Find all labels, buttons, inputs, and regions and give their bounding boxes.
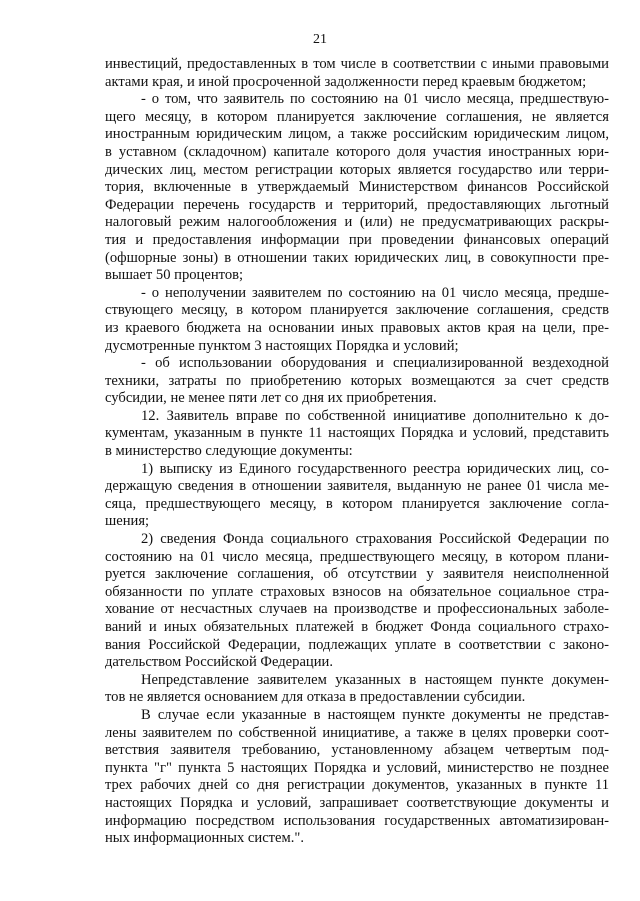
text-line: информацию посредством использования государственных автоматизирован- [105,812,609,829]
text-line: субсидии, не менее пяти лет со дня их приобретения. [105,390,437,407]
text-line: тов не является основанием для отказа в предоставлении субсидии. [105,689,526,706]
document-body [105,56,609,848]
text-line: настоящих Порядка и условий, запрашивает соответствующие документы и [105,794,609,811]
text-line: пункта "г" пункта 5 настоящих Порядка и условий, министерство не позднее [105,759,609,776]
text-line: (офшорные зоны) в отношении таких юридических лиц, в совокупности пре- [105,249,609,266]
text-line: из краевого бюджета на основании иных правовых актов края на цели, пре- [105,319,609,336]
text-line: техники, затраты по приобретению которых возмещаются за счет средств [105,372,609,389]
text-line: ваний и иных обязательных платежей в бюджет Фонда социального страхо- [105,619,609,635]
text-line: инвестиций, предоставленных в том числе в соответствии с иными правовыми [105,56,609,72]
text-line: вышает 50 процентов; [105,267,244,284]
text-line: 1) выписку из Единого государственного реестра юридических лиц, со- [141,460,609,477]
text-line: в уставном (складочном) капитале которого доля участия иностранных юри- [105,143,609,160]
text-line: лены заявителем по собственной инициативе, а также в целях проверки соот- [105,724,609,741]
text-line: Непредставление заявителем указанных в настоящем пункте докумен- [141,671,609,688]
text-line: ствующего месяцу, в котором планируется заключение соглашения, средств [105,302,609,319]
text-line: дусмотренные пунктом 3 настоящих Порядка и условий; [105,337,459,354]
text-line: - об использовании оборудования и специализированной вездеходной [141,355,609,372]
text-line: состоянию на 01 число месяца, предшествующего месяцу, в котором плани- [105,548,609,565]
text-line: обязанности по уплате страховых взносов на обязательное социальное стра- [105,583,609,600]
text-line: держащую сведения в отношении заявителя, выданную не ранее 01 числа ме- [105,478,609,495]
text-line: щего месяцу, в котором планируется заключение соглашения, не является [105,108,609,125]
text-line: - о том, что заявитель по состоянию на 01 число месяца, предшествую- [141,91,609,108]
text-line: иностранным юридическим лицом, а также российским юридическим лицом, [105,126,609,143]
text-line: тия и предоставления информации при проведении финансовых операций [105,231,609,248]
text-line: дательством Российской Федерации. [105,654,334,671]
text-line: ветствия заявителя требованию, установленному абзацем четвертым под- [105,742,609,759]
text-line: 2) сведения Фонда социального страхования Российской Федерации по [141,531,609,548]
text-line: 12. Заявитель вправе по собственной инициативе дополнительно к до- [141,407,609,424]
text-line: В случае если указанные в настоящем пункте документы не представ- [141,706,609,723]
text-line: ных информационных систем.". [105,830,305,847]
text-line: - о неполучении заявителем по состоянию на 01 число месяца, предше- [141,284,609,301]
text-line: шения; [105,513,150,530]
text-line: актами края, и иной просроченной задолженности перед краевым бюджетом; [105,73,587,90]
text-line: кументам, указанным в пункте 11 настоящих Порядка и условий, представить [105,425,609,442]
page-number: 21 [313,32,327,47]
text-line: тория, включенные в утверждаемый Министерством финансов Российской [105,179,609,196]
text-line: сяца, предшествующего месяцу, в котором планируется заключение согла- [105,495,609,512]
text-line: налоговый режим налогообложения и (или) не предусматривающих раскры- [105,214,609,231]
text-line: трех рабочих дней со дня регистрации документов, указанных в пункте 11 [105,777,609,794]
text-line: вания Российской Федерации, подлежащих уплате в соответствии с законо- [105,636,609,653]
text-line: в министерство следующие документы: [105,443,353,460]
text-line: дических лиц, местом регистрации которых является государство или терри- [105,161,609,178]
text-line: руется заключение соглашения, об отсутствии у заявителя неисполненной [105,566,609,583]
text-line: хование от несчастных случаев на производстве и профессиональных заболе- [105,601,609,618]
text-line: Федерации перечень государств и территорий, предоставляющих льготный [105,196,609,213]
